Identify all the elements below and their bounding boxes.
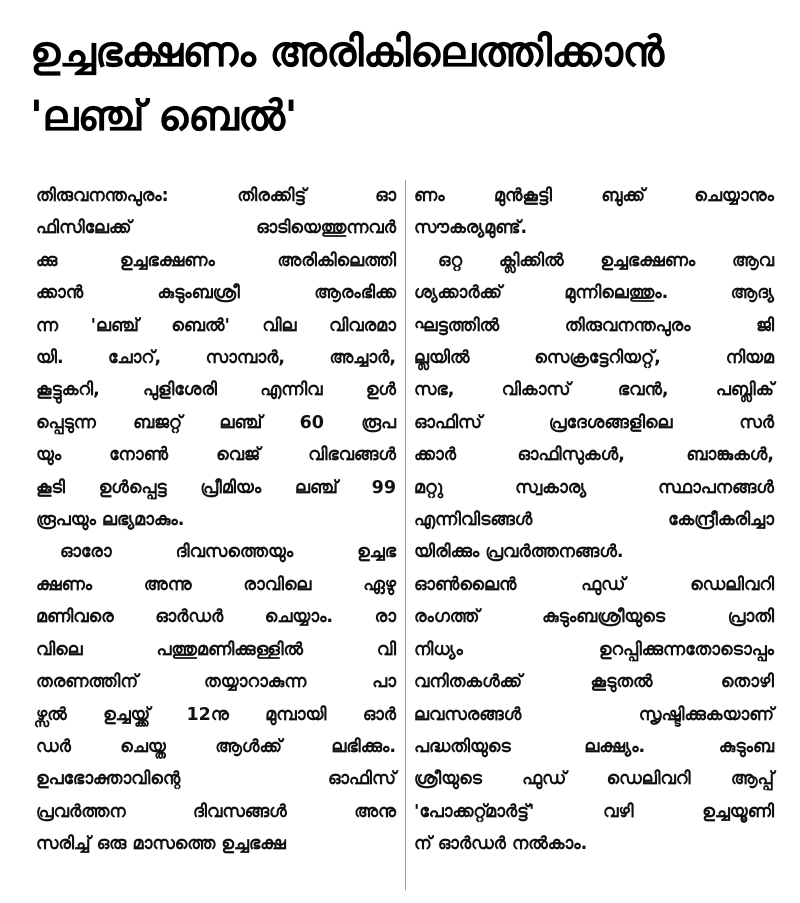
headline-line-1: ഉച്ചഭക്ഷണം അരികിലെത്തിക്കാൻ [30, 27, 664, 76]
article-line: ഓൺലൈൻ ഫുഡ് ഡെലിവറി [414, 574, 774, 595]
article-line: ക്ഷണം അന്നു രാവിലെ ഏഴു [36, 574, 396, 595]
article-body [36, 180, 774, 890]
article-line: ല്ലയിൽ സെക്രട്ടേറിയറ്റ്, നിയമ [414, 348, 774, 369]
article-line: കൂട്ടുകറി, പുളിശേരി എന്നിവ ഉൾ [36, 380, 396, 401]
article-line: ഓരോ ദിവസത്തെയും ഉച്ചഭ [60, 542, 396, 563]
column-divider [405, 180, 406, 890]
headline [30, 20, 780, 148]
article-line: എന്നിവിടങ്ങൾ കേന്ദ്രീകരിച്ചാ [414, 510, 774, 531]
article-line: ഘട്ടത്തിൽ തിരുവനന്തപുരം ജി [414, 315, 774, 336]
article-line: തരണത്തിന് തയ്യാറാകുന്ന പാ [36, 672, 396, 693]
article-line: സൗകര്യമുണ്ട്. [414, 218, 528, 239]
article-line: ഡർ ചെയ്ത ആൾക്ക് ലഭിക്കും. [36, 736, 396, 757]
article-line: ക്കു ഉച്ചഭക്ഷണം അരികിലെത്തി [36, 250, 396, 271]
article-column-left [36, 180, 396, 890]
article-line: ക്കാർ ഓഫിസുകൾ, ബാങ്കുകൾ, [414, 445, 774, 466]
article-line: സരിച്ച് ഒരു മാസത്തെ ഉച്ചഭക്ഷ [36, 834, 286, 855]
article-line: സഭ, വികാസ് ഭവൻ, പബ്ലിക് [414, 380, 774, 401]
article-line: രൂപയും ലഭ്യമാകും. [36, 510, 185, 531]
article-line: പ്പെടുന്ന ബജറ്റ് ലഞ്ച് 60 രൂപ [36, 412, 396, 433]
article-line: യിരിക്കും പ്രവർത്തനങ്ങൾ. [414, 542, 624, 563]
article-line: മണിവരെ ഓർഡർ ചെയ്യാം. രാ [36, 607, 396, 628]
article-line: യി. ചോറ്, സാമ്പാർ, അച്ചാർ, [36, 348, 396, 369]
article-line: കൂടി ഉൾപ്പെട്ട പ്രീമിയം ലഞ്ച് 99 [36, 477, 396, 498]
article-line: ശ്യക്കാർക്ക് മുന്നിലെത്തും. ആദ്യ [414, 283, 774, 304]
headline-line-2: 'ലഞ്ച് ബെൽ' [30, 91, 297, 140]
article-line: മറ്റു സ്വകാര്യ സ്ഥാപനങ്ങൾ [414, 477, 774, 498]
article-line: ന്ന 'ലഞ്ച് ബെൽ' വില വിവരമാ [36, 315, 396, 336]
article-line: തിരുവനന്തപുരം: തിരക്കിട്ട് ഓ [36, 186, 396, 206]
article-line: രംഗത്ത് കുടുംബശ്രീയുടെ പ്രാതി [414, 607, 774, 628]
article-line: ണം മുൻകൂട്ടി ബുക്ക് ചെയ്യാനും [414, 186, 774, 206]
article-line: ശ്രീയുടെ ഫുഡ് ഡെലിവറി ആപ്പ് [414, 769, 774, 790]
article-line: ക്കാൻ കുടുംബശ്രീ ആരംഭിക്ക [36, 283, 396, 304]
article-line: ന് ഓർഡർ നൽകാം. [414, 834, 588, 855]
article-line: വനിതകൾക്ക് കൂടുതൽ തൊഴി [414, 672, 774, 693]
article-line: യും നോൺ വെജ് വിഭവങ്ങൾ [36, 445, 396, 466]
article-line: 'പോക്കറ്റ്മാർട്ട്' വഴി ഉച്ചയൂണി [414, 801, 774, 822]
article-line: പദ്ധതിയുടെ ലക്ഷ്യം. കുടുംബ [414, 736, 774, 757]
article-line: ഒറ്റ ക്ലിക്കിൽ ഉച്ചഭക്ഷണം ആവ [438, 250, 774, 271]
article-column-right [414, 180, 774, 890]
article-line: ലവസരങ്ങൾ സൃഷ്ടിക്കുകയാണ് [414, 704, 774, 725]
article-line: ഴ്സൽ ഉച്ചയ്ക്ക് 12നു മുമ്പായി ഓർ [36, 704, 396, 725]
article-line: പ്രവർത്തന ദിവസങ്ങൾ അനു [36, 801, 396, 822]
article-line: നിധ്യം ഉറപ്പിക്കുന്നതോടൊപ്പം [414, 639, 774, 660]
article-line: വിലെ പത്തുമണിക്കുള്ളിൽ വി [36, 639, 396, 660]
article-line: ഫിസിലേക്ക് ഓടിയെത്തുന്നവർ [36, 218, 396, 239]
article-line: ഉപഭോക്താവിന്റെ ഓഫിസ് [36, 769, 396, 790]
article-line: ഓഫിസ് പ്രദേശങ്ങളിലെ സർ [414, 412, 774, 433]
